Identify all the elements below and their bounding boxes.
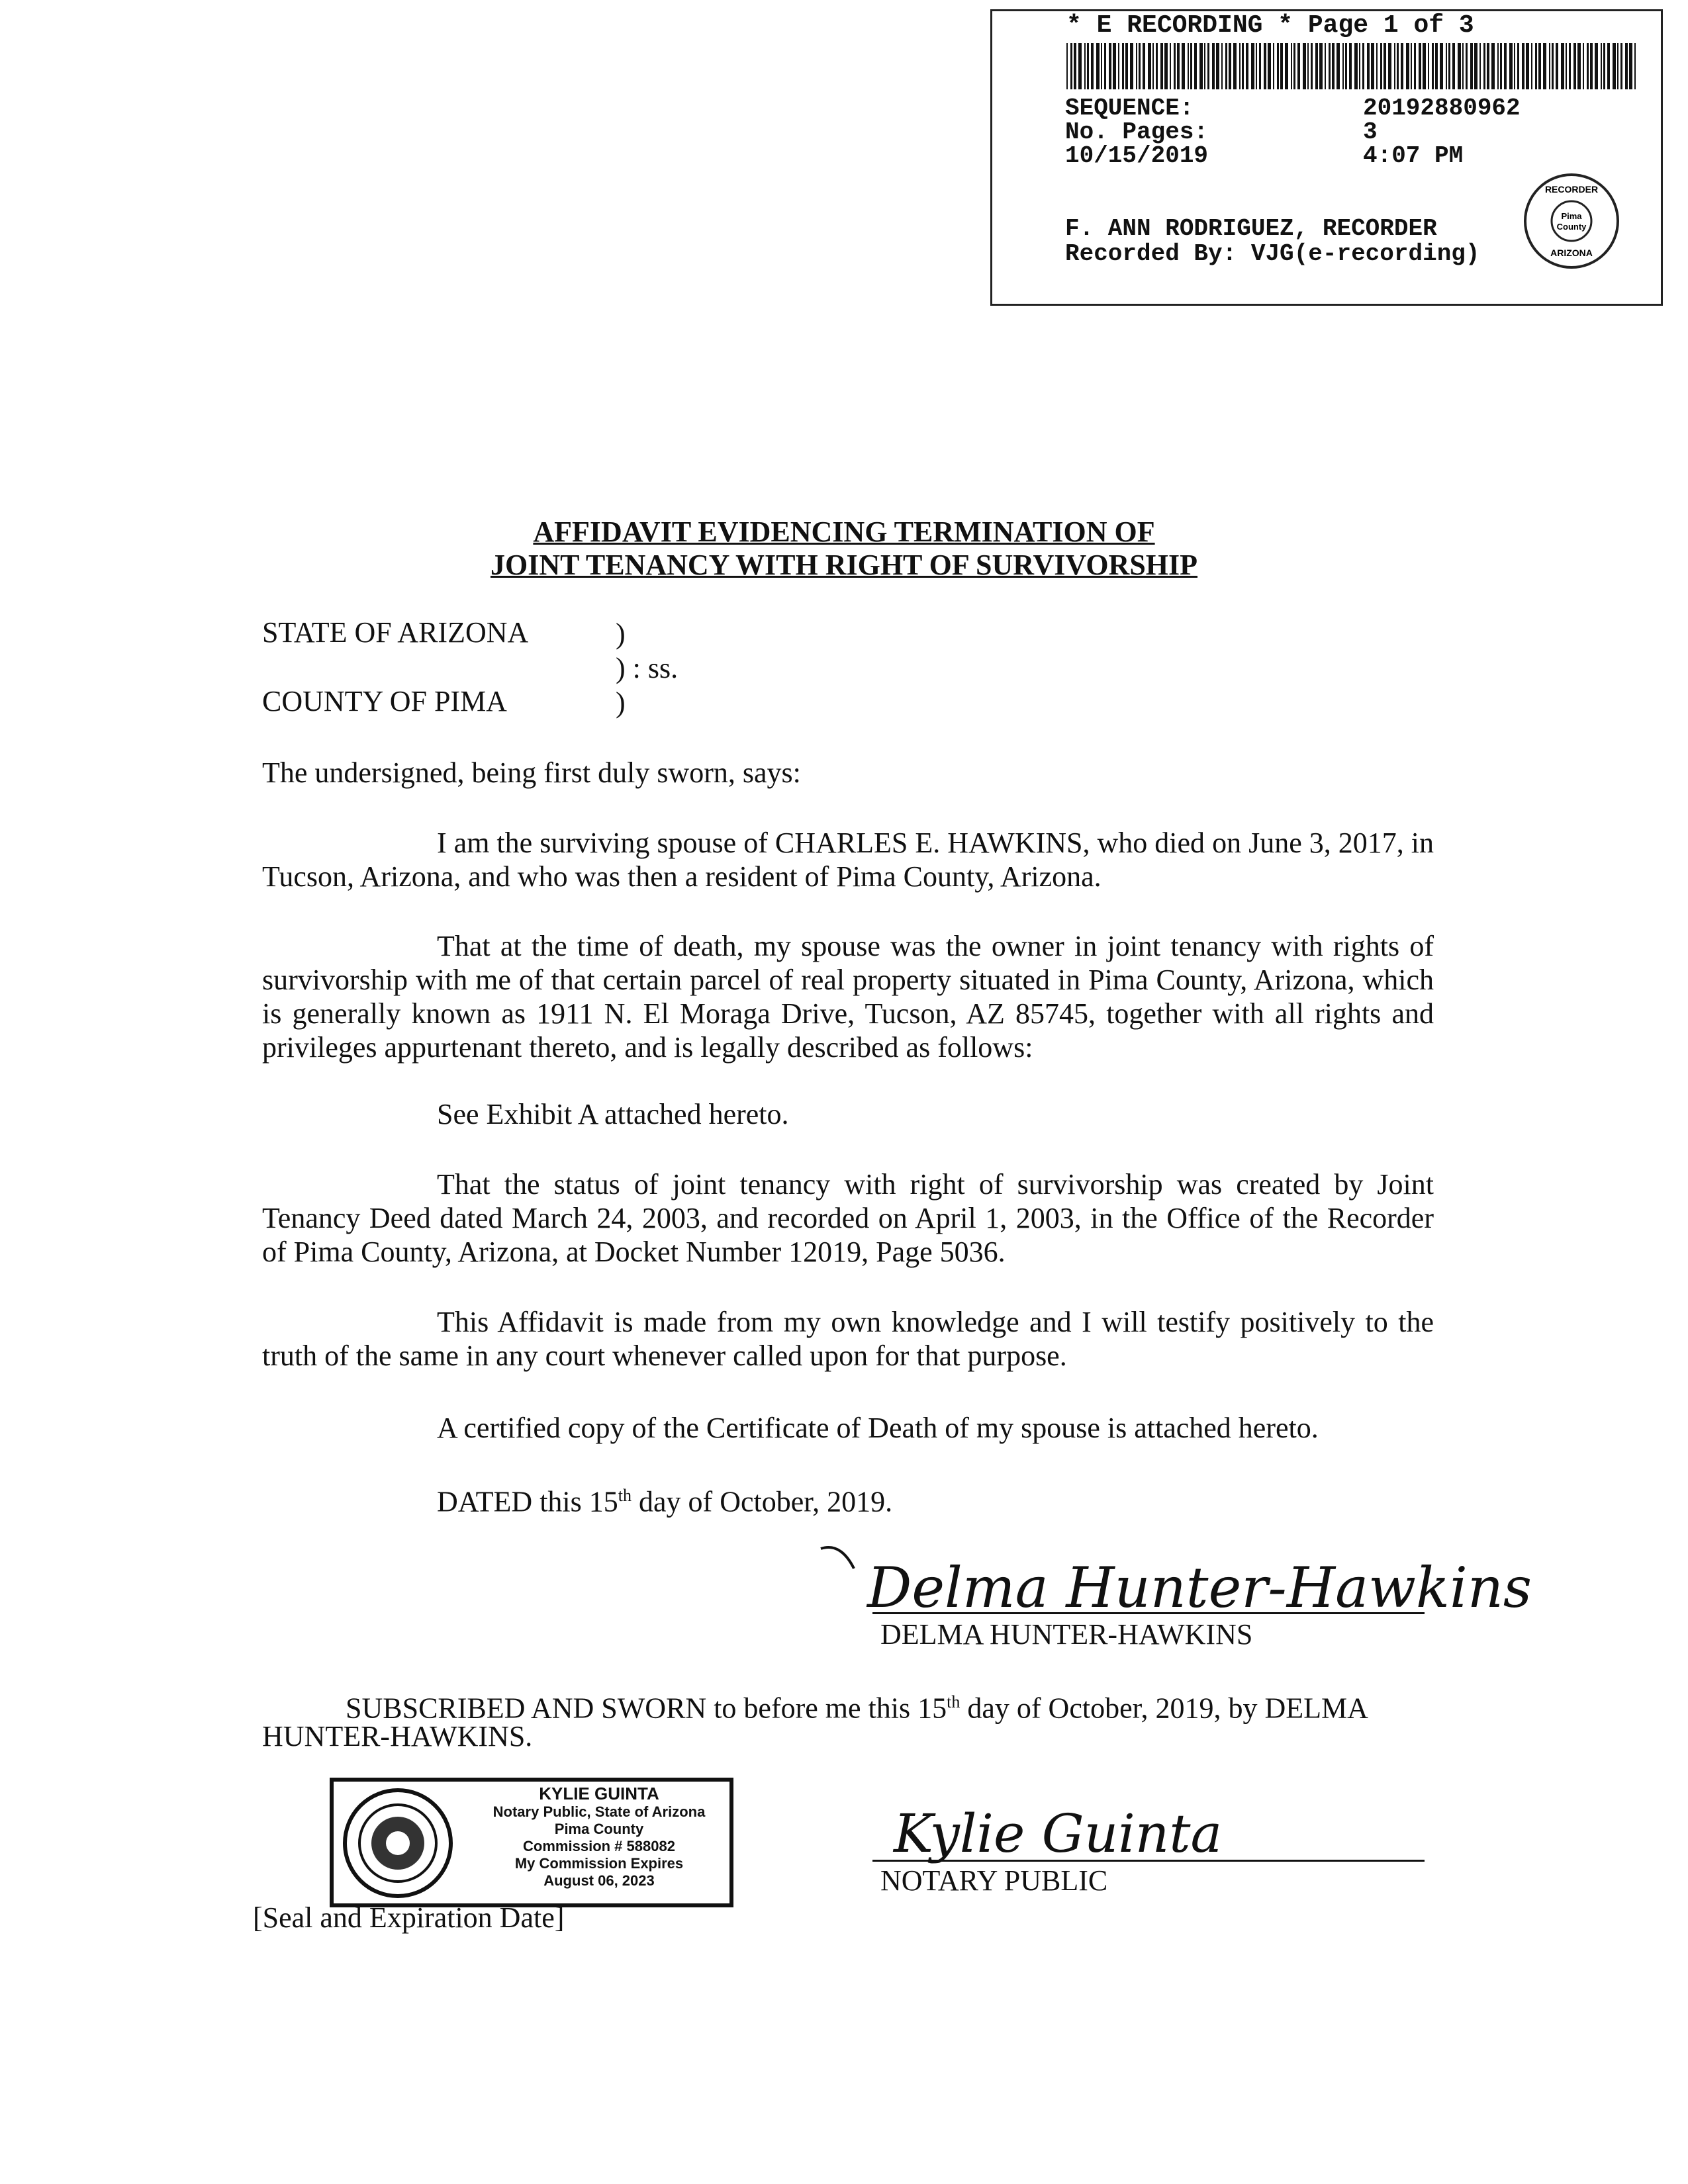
svg-text:Kylie Guinta: Kylie Guinta: [894, 1803, 1223, 1864]
svg-text:Delma Hunter-Hawkins: Delma Hunter-Hawkins: [867, 1555, 1532, 1620]
notary-signature-line: [872, 1860, 1425, 1862]
notary-stamp-commission: Commission # 588082: [523, 1838, 675, 1854]
paragraph-joint-tenancy: That at the time of death, my spouse was the owner in joint tenancy with rights of survivorship with me of that certain parcel of real property situated in Pima County, Arizona, which is generally known as 1911 N. El Moraga Drive, Tucson, AZ 85745, together with all rights and privileges appurtenant thereto, and is legally described as follows:: [262, 930, 1434, 1064]
jurat-line2: HUNTER-HAWKINS.: [262, 1720, 533, 1752]
notary-stamp: [330, 1778, 733, 1907]
notary-stamp-name: KYLIE GUINTA: [539, 1784, 659, 1803]
sequence-label: SEQUENCE:: [1065, 95, 1194, 122]
notary-stamp-expires-label: My Commission Expires: [514, 1855, 684, 1872]
paragraph-deed: That the status of joint tenancy with right of survivorship was created by Joint Tenancy Deed dated March 24, 2003, and recorded on April 1, 2003, in the Office of the Recorder of Pima County, Arizona, at Docket Number 12019, Page 5036.: [262, 1168, 1434, 1268]
svg-text:ARIZONA: ARIZONA: [1550, 248, 1593, 258]
affidavit-intro: The undersigned, being first duly sworn, says:: [262, 756, 801, 789]
svg-text:RECORDER: RECORDER: [1544, 184, 1599, 195]
document-title-line2: JOINT TENANCY WITH RIGHT OF SURVIVORSHIP: [490, 549, 1198, 581]
paragraph-exhibit: See Exhibit A attached hereto.: [437, 1098, 789, 1130]
venue-paren: ): [616, 686, 626, 719]
svg-text:County: County: [1556, 222, 1587, 232]
venue-ss: ) : ss.: [616, 652, 679, 684]
venue-state: STATE OF ARIZONA: [262, 616, 529, 649]
jurat-line1: SUBSCRIBED AND SWORN to before me this 15th day of October, 2019, by DELMA: [346, 1692, 1368, 1725]
recorder-name: F. ANN RODRIGUEZ, RECORDER: [1065, 215, 1437, 242]
svg-text:Pima: Pima: [1561, 211, 1582, 221]
notary-stamp-expires-date: August 06, 2023: [543, 1872, 655, 1889]
document-title-line1: AFFIDAVIT EVIDENCING TERMINATION OF: [533, 516, 1155, 548]
recording-time: 4:07 PM: [1363, 142, 1464, 169]
recording-stamp: [990, 9, 1663, 306]
pages-value: 3: [1363, 118, 1378, 146]
paragraph-certificate: A certified copy of the Certificate of Death of my spouse is attached hereto.: [437, 1412, 1319, 1444]
recorded-by: Recorded By: VJG(e-recording): [1065, 240, 1480, 267]
recording-header: * E RECORDING * Page 1 of 3: [1066, 11, 1474, 40]
county-recorder-seal-icon: [1522, 171, 1621, 271]
pages-label: No. Pages:: [1065, 118, 1209, 146]
notary-stamp-county: Pima County: [554, 1821, 644, 1837]
notary-public-label: NOTARY PUBLIC: [880, 1864, 1108, 1897]
sequence-value: 20192880962: [1363, 95, 1521, 122]
affiant-name: DELMA HUNTER-HAWKINS: [880, 1618, 1253, 1651]
recording-date: 10/15/2019: [1065, 142, 1209, 169]
signature-line: [872, 1612, 1425, 1614]
paragraph-knowledge: This Affidavit is made from my own knowledge and I will testify positively to the truth of the same in any court whenever called upon for that purpose.: [262, 1306, 1434, 1372]
barcode: [1066, 43, 1636, 89]
notary-stamp-title: Notary Public, State of Arizona: [492, 1803, 706, 1820]
notary-seal-icon: [342, 1787, 454, 1899]
venue-county: COUNTY OF PIMA: [262, 685, 507, 717]
seal-caption: [Seal and Expiration Date]: [253, 1901, 565, 1934]
paragraph-surviving-spouse: I am the surviving spouse of CHARLES E. HAWKINS, who died on June 3, 2017, in Tucson, Arizona, and who was then a resident of Pima County, Arizona.: [262, 827, 1434, 893]
dated-line: DATED this 15th day of October, 2019.: [437, 1485, 893, 1518]
venue-paren: ): [616, 617, 626, 650]
